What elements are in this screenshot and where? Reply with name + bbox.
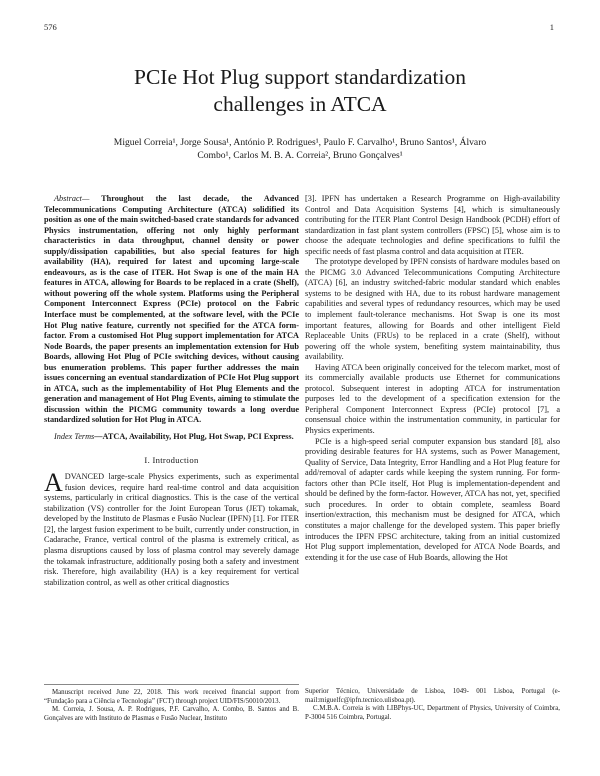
index-terms-text: —ATCA, Availability, Hot Plug, Hot Swap, PCI Express. <box>94 432 294 442</box>
abstract-text: Throughout the last decade, the Advanced Telecommunications Computing Architecture (ATCA) solidified its position as one of the main switched-based crate standards for advanced Physics instrumentation, offering not only highly performant characteristics in data throughput, channel density or power supply/dissipation capabilities, but also special features for high availability (HA), required for latest and upcoming large-scale endeavours, as is the case of ITER. Hot Swap is one of the main HA features in ATCA, allowing for Boards to be replaced in a crate (Shelf), without powering off the whole system. Platforms using the Peripheral Component Interconnect Express (PCIe) protocol on the Fabric Interface must be complemented, at the software level, with the PCIe Hot Plug native feature, currently not specified for the ATCA form-factor. From a customised Hot Plug support implementation for ATCA Node Boards, the paper presents an implementation extension for Hub Boards, allowing Hot Plug of PCIe switching devices, without causing bus enumeration problems. This paper further addresses the main issues concerning an eventual standardization of PCIe Hot Plug support in ATCA, such as the implementability of Hot Plug Elements and the generation and management of Hot Plug Events, aiming to stimulate the discussion within the PICMG community towards a long overdue standardized solution for Hot Plug in ATCA. <box>44 194 299 425</box>
footnote-affiliation-ist: Superior Técnico, Universidade de Lisboa, 1049- 001 Lisboa, Portugal (e-mail:miguelfc@ipfn.tecnico.ulisboa.pt). <box>305 688 560 704</box>
intro-paragraph-1-continued: [3]. IPFN has undertaken a Research Programme on High-availability Control and Data Acquisition Systems [4], which is simultaneously contributing for the ITER Plant Control Design Handbook (PCDH) effort of standardization in fast plant system controllers (FPSC) [5], whose aim is to choose the adequate technologies and define specifications to fulfil the specific needs of fast plasma control and data acquisition at ITER. <box>305 194 560 256</box>
introduction-body <box>44 468 299 588</box>
page-number-left: 576 <box>44 22 57 32</box>
authors-line-2: Combo¹, Carlos M. B. A. Correia², Bruno Gonçalves¹ <box>197 150 403 161</box>
page-number-right: 1 <box>549 22 554 32</box>
paper-title <box>0 64 600 118</box>
author-list <box>80 136 520 162</box>
authors-line-1: Miguel Correia¹, Jorge Sousa¹, António P. Rodrigues¹, Paulo F. Carvalho¹, Bruno Santos¹, Álvaro <box>113 137 487 148</box>
footnote-manuscript: Manuscript received June 22, 2018. This work received financial support from “Fundação para a Ciência e Tecnologia” (FCT) through project UID/FIS/50010/2013. <box>44 689 299 705</box>
intro-paragraph-1-text: DVANCED large-scale Physics experiments, such as experimental fusion devices, require hard real-time control and data acquisition systems, particularly in critical diagnostics. This is the case of the vertical stabilization (VS) controller for the Joint European Torus (JET) tokamak, developed by the Instituto de Plasmas e Fusão Nuclear (IPFN) [1]. For ITER [2], the largest fusion experiment to be built, currently under construction, in Cadarache, France, vertical control of the plasma is extremely critical, as plasma disruptions caused by loss of plasma control may severely damage the tokamak infrastructure, additionally posing both a safety and investment risk. Therefore, high availability (HA) is a key requirement for vertical stabilization control, as well as other critical diagnostics <box>44 472 299 587</box>
introduction-body-continued <box>305 194 560 563</box>
footnote-affiliation-ipfn: M. Correia, J. Sousa, A. P. Rodrigues, P.F. Carvalho, A. Combo, B. Santos and B. Gonçalves are with Instituto de Plasmas e Fusão Nuclear, Instituto <box>44 706 299 722</box>
title-line-2: challenges in ATCA <box>213 92 387 116</box>
abstract-label: Abstract— <box>54 194 90 203</box>
section-heading-introduction: I. Introduction <box>144 454 199 465</box>
footnotes-right <box>305 684 560 722</box>
index-terms <box>44 432 299 443</box>
left-column <box>44 194 299 588</box>
drop-cap: A <box>44 468 63 498</box>
abstract <box>44 194 299 426</box>
footnotes-left <box>44 684 299 723</box>
intro-paragraph-3: Having ATCA been originally conceived for the telecom market, most of its commercially available products use Ethernet for communications protocol. Subsequent interest in adopting ATCA for instrumentation purposes led to the development of a specification extension for the Peripheral Component Interconnect Express (PCIe) protocol [7], a consensual choice within the instrumentation community, in particular for Physics experiments. <box>305 362 560 436</box>
title-line-1: PCIe Hot Plug support standardization <box>133 65 467 89</box>
footnote-affiliation-coimbra: C.M.B.A. Correia is with LIBPhys-UC, Department of Physics, University of Coimbra, P-3004 516 Coimbra, Portugal. <box>305 705 560 721</box>
right-column <box>305 194 560 563</box>
intro-paragraph-2: The prototype developed by IPFN consists of hardware modules based on the PICMG 3.0 Advanced Telecommunications Computing Architecture (ATCA) [6], an industry switched-fabric modular standard which enables systems to be designed with HA, due to its robust hardware management capabilities and several types of redundancy resources, which may be used to implement fault-tolerance mechanisms. Hot Swap is one its most important features, allowing for Boards and other intelligent Field Replaceable Units (FRUs) to be replaced in a crate (Shelf), without powering off the whole system, benefiting system maintainability, thus availability. <box>305 257 560 362</box>
intro-paragraph-1 <box>44 468 299 588</box>
intro-paragraph-4: PCIe is a high-speed serial computer expansion bus standard [8], also providing desirable features for HA systems, such as Power Management, Quality of Service, Data Integrity, Error Handling and a Hot Plug feature for add/removal of adapter cards while keeping the system running. For form-factors other than PCIe itself, Hot Plug is implementation-dependent and should be defined by the form-factor. However, ATCA has not, yet, specified such procedures. In order to obtain complete, seamless Board insertion/extraction, this mechanism must be designed for ATCA, which constitutes a major challenge for the developed system. This paper briefly introduces the IPFN FPSC architecture, taking from an initial customized Hot Plug support implementation, developed for ATCA Node Boards, and extending it for the use case of Hub Boards, allowing the Hot <box>305 436 560 562</box>
index-terms-label: Index Terms <box>54 432 95 442</box>
